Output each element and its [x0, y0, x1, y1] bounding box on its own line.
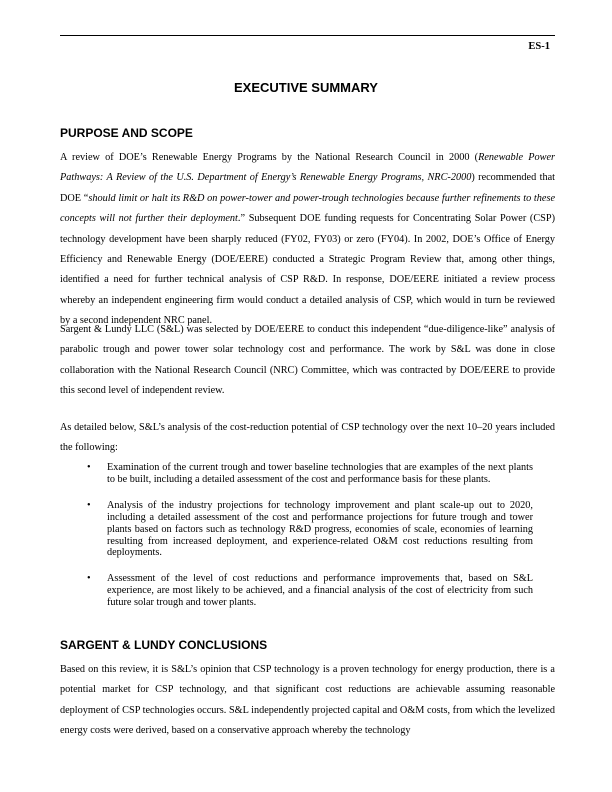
bullet-list [60, 462, 555, 609]
paragraph-purpose-1: A review of DOE’s Renewable Energy Programs by the National Research Council in 2000 (Renewable Power Pathways: A Review of the U.S. Department of Energy’s Renewable Energy Programs, NRC-2000) recommended that DOE “should limit or halt its R&D on power-tower and power-trough technologies because further refinements to these concepts will not further their deployment.” Subsequent DOE funding requests for Concentrating Solar Power (CSP) technology development have been sharply reduced (FY02, FY03) or zero (FY04). In 2002, DOE’s Office of Energy Efficiency and Renewable Energy (DOE/EERE) conducted a Strategic Program Review that, among other things, identified a need for further technical analysis of CSP R&D. In response, DOE/EERE initiated a review process whereby an independent engineering firm would conduct a detailed analysis of CSP, which would in turn be reviewed by a second independent NRC panel. [60, 152, 556, 327]
section-heading-conclusions: SARGENT & LUNDY CONCLUSIONS [60, 638, 268, 652]
page-number: ES-1 [528, 41, 550, 52]
bullet-marker: • [87, 573, 91, 585]
paragraph-purpose-2: Sargent & Lundy LLC (S&L) was selected by DOE/EERE to conduct this independent “due-diligence-like” analysis of parabolic trough and power tower solar technology cost and performance. The work by S&L was done in close collaboration with the National Research Council (NRC) Committee, which was contracted by DOE/EERE to provide this second level of independent review. [60, 324, 555, 397]
bullet-item: • Analysis of the industry projections for technology improvement and plant scale-up out to 2020, including a detailed assessment of the cost and performance projections for future trough and tower plants based on factors such as technology R&D progress, economies of scale, economies of learning resulting from increased deployment, and experience-related O&M cost reductions resulting from deployments. [87, 499, 533, 559]
bullet-item: • Assessment of the level of cost reductions and performance improvements that, based on S&L experience, are most likely to be achieved, and a financial analysis of the cost of electricity from such future solar trough and tower plants. [87, 573, 533, 609]
page-title: EXECUTIVE SUMMARY [234, 80, 378, 95]
bullet-marker: • [87, 462, 91, 473]
bullet-marker: • [87, 499, 91, 511]
bullet-item: • Examination of the current trough and tower baseline technologies that are examples of the next plants to be built, including a detailed assessment of the cost and performance basis for these plants. [87, 462, 533, 485]
header-rule [60, 35, 555, 36]
paragraph-conclusions-1: Based on this review, it is S&L’s opinion that CSP technology is a proven technology for energy production, there is a potential market for CSP technology, and that significant cost reductions are achievable assuming reasonable deployment of CSP technologies occurs. S&L independently projected capital and O&M costs, from which the levelized energy costs were derived, based on a conservative approach whereby the technology [60, 664, 555, 737]
paragraph-purpose-3: As detailed below, S&L’s analysis of the cost-reduction potential of CSP technology over the next 10–20 years included the following: [60, 422, 555, 454]
section-heading-purpose: PURPOSE AND SCOPE [60, 126, 193, 140]
